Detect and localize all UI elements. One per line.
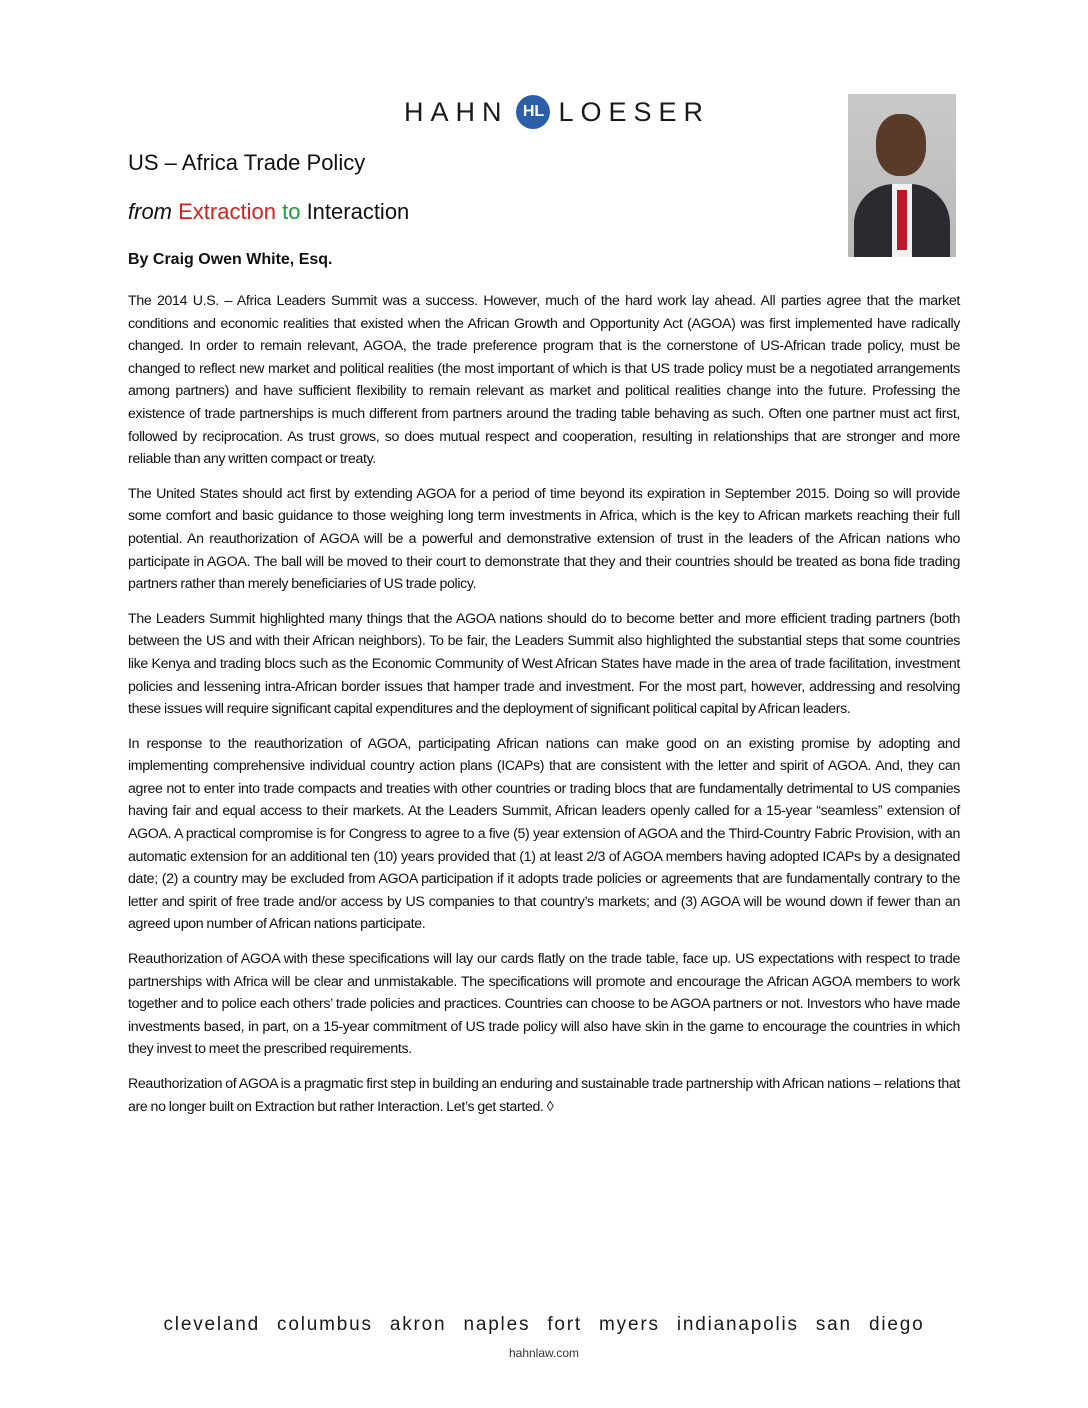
- page-subtitle: [128, 199, 409, 225]
- paragraph: The Leaders Summit highlighted many things that the AGOA nations should do to become better and more efficient trading partners (both between the US and with their African neighbors). To be fair, the Leaders Summit also highlighted the substantial steps that some countries like Kenya and trading blocs such as the Economic Community of West African States have made in the area of trade facilitation, investment policies and lessening intra-African border issues that hamper trade and investment. For the most part, however, addressing and resolving these issues will require significant capital expenditures and the deployment of significant political capital by African leaders.: [128, 610, 960, 718]
- author-photo: [848, 94, 956, 257]
- article-body: [128, 290, 960, 1130]
- author-byline: By Craig Owen White, Esq.: [128, 251, 333, 268]
- firm-logo: [372, 92, 742, 132]
- logo-mark-icon: HL: [516, 95, 550, 129]
- paragraph: The United States should act first by extending AGOA for a period of time beyond its expiration in September 2015. Doing so will provide some comfort and basic guidance to those weighing long term investments in Africa, which is the key to African markets reaching their full potential. An reauthorization of AGOA will be a powerful and demonstrative extension of trust in the leaders of the African nations who participate in AGOA. The ball will be moved to their court to demonstrate that they and their countries should be treated as bona fide trading partners rather than merely beneficiaries of US trade policy.: [128, 485, 960, 593]
- subtitle-extraction: Extraction: [178, 199, 276, 224]
- photo-tie: [897, 190, 907, 250]
- logo-text-right: LOESER: [558, 96, 711, 127]
- subtitle-interaction: Interaction: [306, 199, 410, 224]
- paragraph: Reauthorization of AGOA is a pragmatic first step in building an enduring and sustainable trade partnership with African nations – relations that are no longer built on Extraction but rather Interaction. Let’s get started. ◊: [128, 1076, 960, 1115]
- subtitle-to: to: [282, 199, 301, 224]
- footer-website-link[interactable]: hahnlaw.com: [508, 1346, 580, 1360]
- paragraph: Reauthorization of AGOA with these specifications will lay our cards flatly on the trade table, face up. US expectations with respect to trade partnerships with Africa will be clear and unmistakable. The specifications will promote and encourage the African AGOA members to work together and to police each others’ trade policies and practices. Countries can choose to be AGOA partners or not. Investors who have made investments based, in part, on a 15-year commitment of US trade policy will also have skin in the game to encourage the countries in which they invest to meet the prescribed requirements.: [128, 951, 960, 1058]
- footer-cities: cleveland columbus akron naples fort myers indianapolis san diego: [163, 1314, 925, 1335]
- logo-text-left: HAHN: [403, 96, 509, 127]
- paragraph: The 2014 U.S. – Africa Leaders Summit was a success. However, much of the hard work lay ahead. All parties agree that the market conditions and economic realities that existed when the African Growth and Opportunity Act (AGOA) was first implemented have radically changed. In order to remain relevant, AGOA, the trade preference program that is the cornerstone of US-African trade policy, must be changed to reflect new market and political realities (the most important of which is that US trade policy must be a negotiated arrangements among partners) and have sufficient flexibility to remain relevant as market and political realities change into the future. Professing the existence of trade partnerships is much different from partners around the trading table behaving as such. Often one partner must act first, followed by reciprocation. As trust grows, so does mutual respect and cooperation, resulting in relationships that are stronger and more reliable than any written compact or treaty.: [128, 293, 960, 468]
- photo-head: [876, 114, 926, 176]
- paragraph: In response to the reauthorization of AGOA, participating African nations can make good on an existing promise by adopting and implementing comprehensive individual country action plans (ICAPs) that are consistent with the letter and spirit of AGOA. And, they can agree not to enter into trade compacts and treaties with other countries or trading blocs that are fundamentally detrimental to US companies having fair and equal access to their markets. At the Leaders Summit, African leaders openly called for a 15-year “seamless” extension of AGOA. A practical compromise is for Congress to agree to a five (5) year extension of AGOA and the Third-Country Fabric Provision, with an automatic extension for an additional ten (10) years provided that (1) at least 2/3 of AGOA members having adopted ICAPs by a designated date; (2) a country may be excluded from AGOA participation if it adopts trade policies or agreements that are fundamentally contrary to the letter and spirit of free trade and/or access by US companies to that country’s markets; and (3) AGOA will be wound down if fewer than an agreed upon number of African nations participate.: [128, 735, 960, 933]
- subtitle-from: from: [128, 199, 172, 224]
- page-title: US – Africa Trade Policy: [128, 150, 366, 175]
